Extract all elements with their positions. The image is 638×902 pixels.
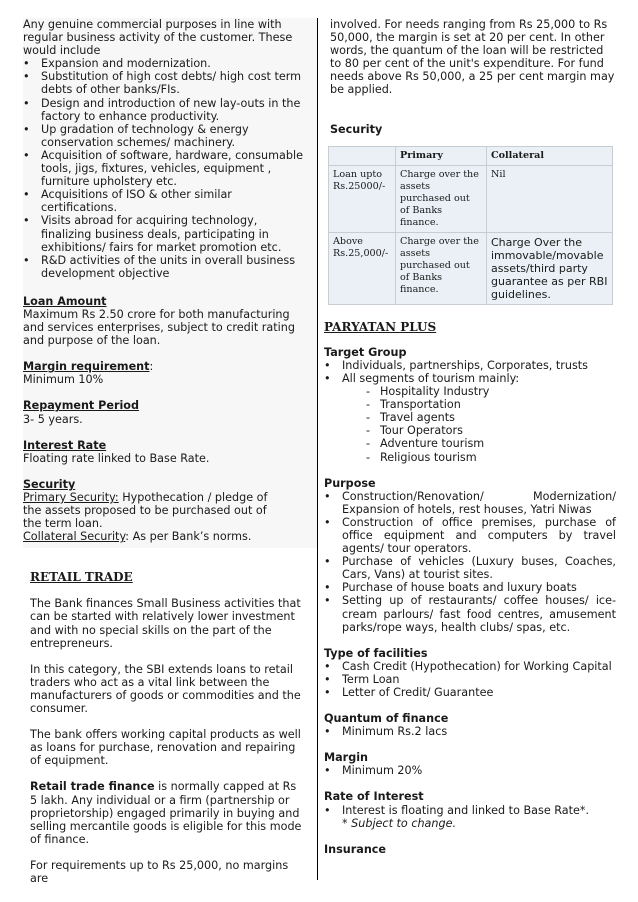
retail-paragraph: The Bank finances Small Business activities that can be started with relatively lower investment and with no special skills on the part of the entrepreneurs.	[30, 597, 301, 650]
retail-finance-bold: Retail trade finance	[30, 780, 155, 794]
interest-text: Floating rate linked to Base Rate.	[23, 451, 210, 465]
list-item: • Setting up of restaurants/ coffee houses/ ice-cream parlours/ fast food centres, amusement parks/rope ways, health clubs/ spas, etc.	[324, 594, 616, 633]
loan-amount-heading: Loan Amount	[23, 294, 107, 308]
interest-list	[324, 804, 616, 817]
intro-text: Any genuine commercial purposes in line with regular business activity of the customer. These would include	[23, 18, 293, 58]
list-item: • Letter of Credit/ Guarantee	[324, 686, 616, 699]
list-item: • R&D activities of the units in overall business development objective	[23, 254, 306, 280]
insurance-heading: Insurance	[324, 842, 387, 856]
list-item: • Cash Credit (Hypothecation) for Working Capital	[324, 660, 616, 673]
table-row	[329, 232, 613, 304]
list-item: • Purchase of vehicles (Luxury buses, Coaches, Cars, Vans) at tourist sites.	[324, 555, 616, 581]
list-item: • Construction of office premises, purchase of office equipment and computers by travel agents/ tour operators.	[324, 516, 616, 555]
list-item: • Visits abroad for acquiring technology, finalizing business deals, participating in exhibitions/ fairs for market promotion etc.	[23, 214, 306, 253]
interest-heading: Interest Rate	[23, 438, 107, 452]
list-item: • Term Loan	[324, 673, 616, 686]
list-item: - Transportation	[366, 398, 616, 411]
repayment-text: 3- 5 years.	[23, 412, 83, 426]
list-item: • Purchase of house boats and luxury boats	[324, 581, 616, 594]
list-item: • Substitution of high cost debts/ high cost term debts of other banks/FIs.	[23, 70, 306, 96]
table-cell: Above Rs.25,000/-	[329, 232, 396, 304]
table-header-cell: Collateral	[487, 146, 613, 165]
table-cell: Loan upto Rs.25000/-	[329, 165, 396, 232]
collateral-security-text: : As per Bank’s norms.	[125, 530, 252, 544]
purpose-heading: Purpose	[324, 476, 376, 490]
retail-trade-section	[23, 571, 306, 885]
list-item: • Up gradation of technology & energy conservation schemes/ machinery.	[23, 123, 306, 149]
security-heading: Security	[23, 477, 76, 491]
list-item: • Construction/Renovation/ Modernization/ Expansion of hotels, rest houses, Yatri Niwas	[324, 490, 616, 516]
quantum-heading: Quantum of finance	[324, 712, 449, 726]
primary-security-label: Primary Security:	[23, 490, 119, 504]
margin-heading-right: Margin	[324, 751, 369, 765]
list-item: - Religious tourism	[366, 451, 616, 464]
margin-colon: :	[149, 360, 154, 374]
collateral-security-label: Collateral Security	[23, 530, 126, 544]
list-item: - Tour Operators	[366, 424, 616, 437]
table-cell: Charge over the assets purchased out of Banks finance.	[396, 165, 487, 232]
right-column	[324, 18, 616, 856]
list-item: • Acquisitions of ISO & other similar certifications.	[23, 188, 306, 214]
list-item: • Interest is floating and linked to Base Rate*.	[324, 804, 616, 817]
list-item: • All segments of tourism mainly:	[324, 372, 616, 385]
list-item: - Hospitality Industry	[366, 385, 616, 398]
column-divider	[317, 18, 318, 880]
list-item: • Acquisition of software, hardware, consumable tools, jigs, fixtures, vehicles, equipment , furniture upholstery etc.	[23, 149, 306, 188]
retail-trade-heading: RETAIL TRADE	[30, 570, 133, 585]
table-header-cell	[329, 146, 396, 165]
facilities-list	[324, 660, 616, 699]
purpose-list-right	[324, 490, 616, 634]
list-item: • Design and introduction of new lay-outs in the factory to enhance productivity.	[23, 97, 306, 123]
table-row	[329, 165, 613, 232]
list-item: • Expansion and modernization.	[23, 57, 306, 70]
primary-security-text: Hypothecation / pledge of the assets proposed to be purchased out of	[23, 490, 268, 517]
security-heading-right: Security	[330, 122, 383, 136]
list-item: • Individuals, partnerships, Corporates, trusts	[324, 359, 616, 372]
security-table	[328, 146, 613, 305]
left-column	[23, 18, 306, 885]
facilities-heading: Type of facilities	[324, 646, 428, 660]
target-list	[324, 359, 616, 385]
purpose-list	[23, 57, 306, 280]
table-header-cell: Primary	[396, 146, 487, 165]
rate-of-interest-heading: Rate of Interest	[324, 790, 424, 804]
repayment-heading: Repayment Period	[23, 399, 139, 413]
margin-list	[324, 764, 616, 777]
quantum-list	[324, 725, 616, 738]
retail-paragraph: In this category, the SBI extends loans to retail traders who act as a vital link between the manufacturers of goods or commodities and the consumer.	[30, 662, 301, 716]
retail-paragraph: The bank offers working capital products as well as loans for purchase, renovation and repairing of equipment.	[30, 728, 301, 768]
table-cell: Nil	[487, 165, 613, 232]
list-item: - Adventure tourism	[366, 437, 616, 450]
interest-note: * Subject to change.	[342, 816, 457, 830]
paryatan-heading: PARYATAN PLUS	[324, 319, 437, 334]
retail-paragraph: For requirements up to Rs 25,000, no margins are	[30, 858, 289, 885]
table-cell: Charge over the assets purchased out of Banks finance.	[396, 232, 487, 304]
retail-finance-text: is normally capped at Rs 5 lakh. Any individual or a firm (partnership or proprietorship) engaged primarily in buying and selling mercantile goods is eligible for this mode of finance.	[30, 780, 302, 846]
table-header-row	[329, 146, 613, 165]
segment-list	[324, 385, 616, 464]
continuation-text: involved. For needs ranging from Rs 25,000 to Rs 50,000, the margin is set at 20 per cent. In other words, the quantum of the loan will be restricted to 80 per cent of the unit's expenditure. For fund needs above Rs 50,000, a 25 per cent margin may be applied.	[330, 18, 615, 97]
target-group-heading: Target Group	[324, 345, 407, 359]
list-item: • Minimum Rs.2 lacs	[324, 725, 616, 738]
loan-amount-text: Maximum Rs 2.50 crore for both manufacturing and services enterprises, subject to credit rating and purpose of the loan.	[23, 307, 295, 348]
margin-text: Minimum 10%	[23, 373, 104, 387]
table-cell: Charge Over the immovable/movable assets/third party guarantee as per RBI guidelines.	[487, 232, 613, 304]
list-item: • Minimum 20%	[324, 764, 616, 777]
margin-heading: Margin requirement	[23, 360, 150, 374]
primary-security-text-2: the term loan.	[23, 517, 103, 531]
list-item: - Travel agents	[366, 411, 616, 424]
